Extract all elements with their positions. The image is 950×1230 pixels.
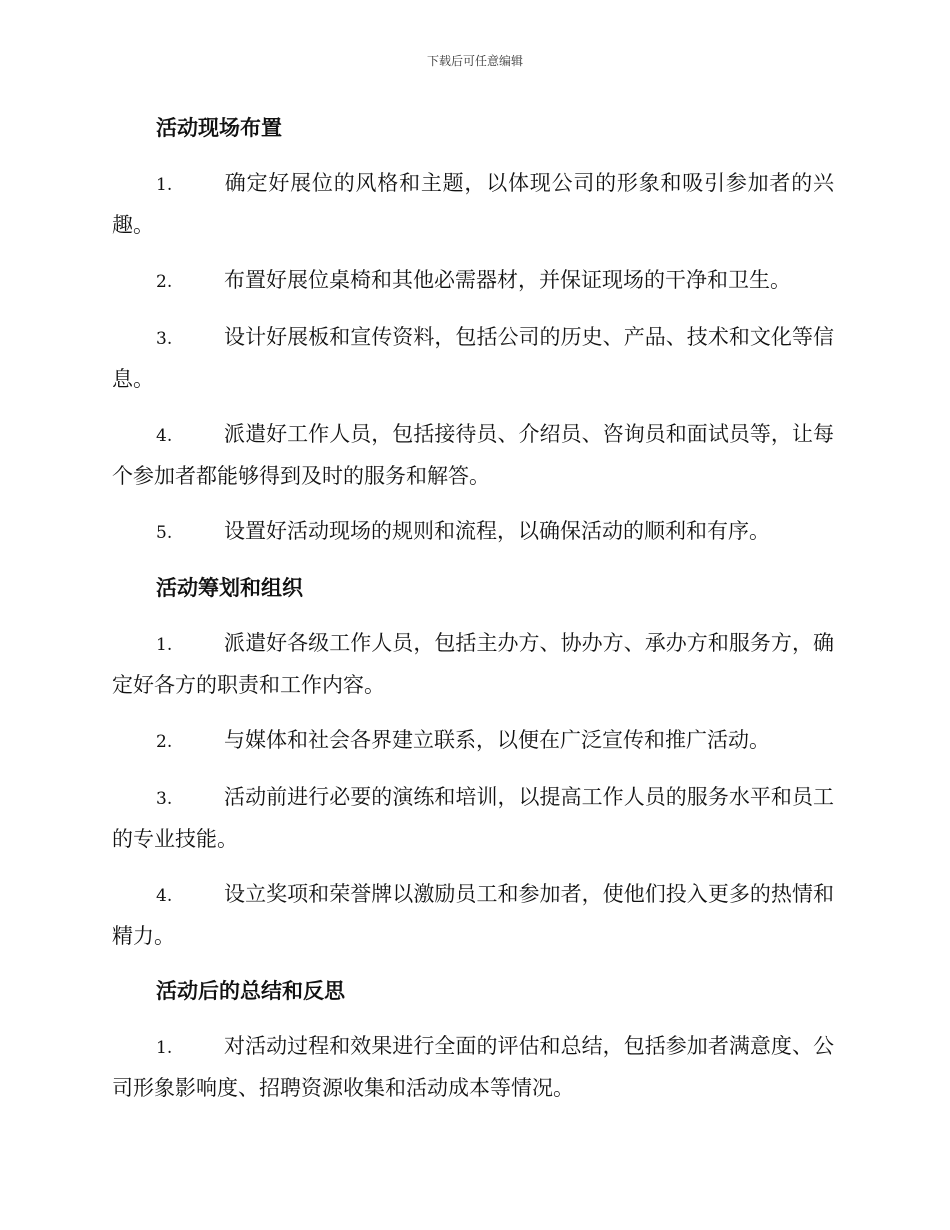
list-item [112,874,834,956]
list-item [112,720,834,762]
list-item [112,414,834,496]
item-text: 派遣好工作人员，包括接待员、介绍员、咨询员和面试员等，让每个参加者都能够得到及时的服务和解答。 [112,422,834,488]
item-text: 设置好活动现场的规则和流程，以确保活动的顺利和有序。 [224,519,770,543]
page-header-note: 下载后可任意编辑 [426,54,523,68]
item-text: 确定好展位的风格和主题，以体现公司的形象和吸引参加者的兴趣。 [112,171,834,237]
list-item [112,777,834,859]
item-number: 3. [156,789,173,809]
item-text: 与媒体和社会各界建立联系，以便在广泛宣传和推广活动。 [224,728,770,752]
item-number: 4. [156,886,173,906]
item-number: 2. [156,272,173,292]
item-text: 设计好展板和宣传资料，包括公司的历史、产品、技术和文化等信息。 [112,325,834,391]
section-heading: 活动后的总结和反思 [156,978,345,1003]
list-item [112,260,834,302]
item-text: 对活动过程和效果进行全面的评估和总结，包括参加者满意度、公司形象影响度、招聘资源收集和活动成本等情况。 [112,1034,834,1100]
item-number: 1. [156,635,173,655]
list-item [112,317,834,399]
document-body [112,108,834,1123]
item-number: 1. [156,175,173,195]
section-heading: 活动现场布置 [156,115,282,140]
item-text: 设立奖项和荣誉牌以激励员工和参加者，使他们投入更多的热情和精力。 [112,882,834,948]
item-number: 2. [156,732,173,752]
list-item [112,511,834,553]
item-number: 5. [156,523,173,543]
item-number: 1. [156,1038,173,1058]
section-heading: 活动筹划和组织 [156,575,303,600]
item-number: 3. [156,329,173,349]
item-text: 派遣好各级工作人员，包括主办方、协办方、承办方和服务方，确定好各方的职责和工作内容。 [112,631,834,697]
item-text: 布置好展位桌椅和其他必需器材，并保证现场的干净和卫生。 [224,268,791,292]
list-item [112,1026,834,1108]
list-item [112,163,834,245]
item-number: 4. [156,426,173,446]
list-item [112,623,834,705]
item-text: 活动前进行必要的演练和培训，以提高工作人员的服务水平和员工的专业技能。 [112,785,834,851]
